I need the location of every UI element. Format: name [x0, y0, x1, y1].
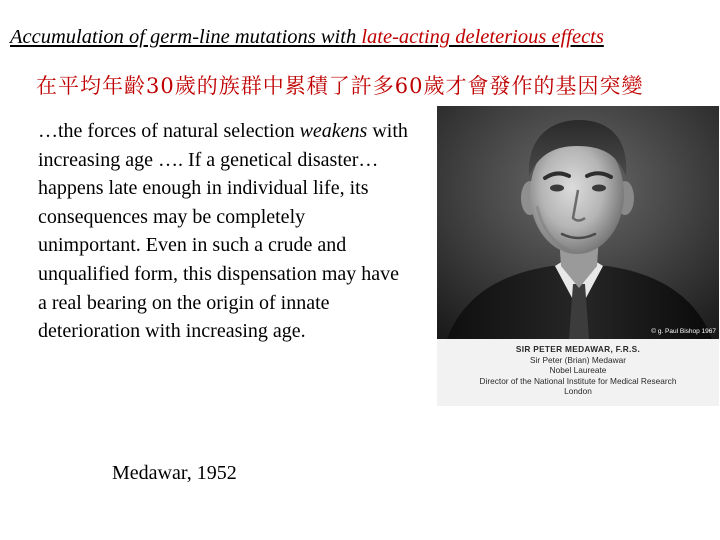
- medawar-portrait-image: [437, 106, 719, 339]
- medawar-quote: [38, 117, 410, 346]
- portrait-photo: [437, 106, 719, 406]
- quote-part-2: with increasing age …. If a genetical disaster… happens late enough in individual life, its consequences may be completely unimportant. Even in such a crude and unqualified form, this dispensation may have a real bearing on the origin of innate deterioration with increasing age.: [38, 120, 408, 343]
- quote-citation: Medawar, 1952: [112, 462, 237, 484]
- caption-line-position: Director of the National Institute for Medical Research: [479, 375, 677, 386]
- caption-line-fullname: Sir Peter (Brian) Medawar: [530, 354, 626, 365]
- caption-line-city: London: [564, 386, 592, 397]
- quote-part-1: …the forces of natural selection: [38, 120, 300, 142]
- title-prefix: Accumulation of germ-line mutations with: [10, 26, 362, 48]
- caption-line-award: Nobel Laureate: [549, 365, 607, 376]
- slide-subtitle: 在平均年齡30歲的族群中累積了許多60歲才會發作的基因突變: [36, 74, 644, 98]
- photo-caption: [437, 344, 719, 397]
- quote-emphasis: weakens: [299, 120, 368, 142]
- slide-title: [10, 26, 710, 49]
- photo-copyright: © g. Paul Bishop 1967: [651, 328, 716, 335]
- caption-line-name: SIR PETER MEDAWAR, F.R.S.: [515, 344, 641, 354]
- title-highlight: late-acting deleterious effects: [361, 26, 604, 48]
